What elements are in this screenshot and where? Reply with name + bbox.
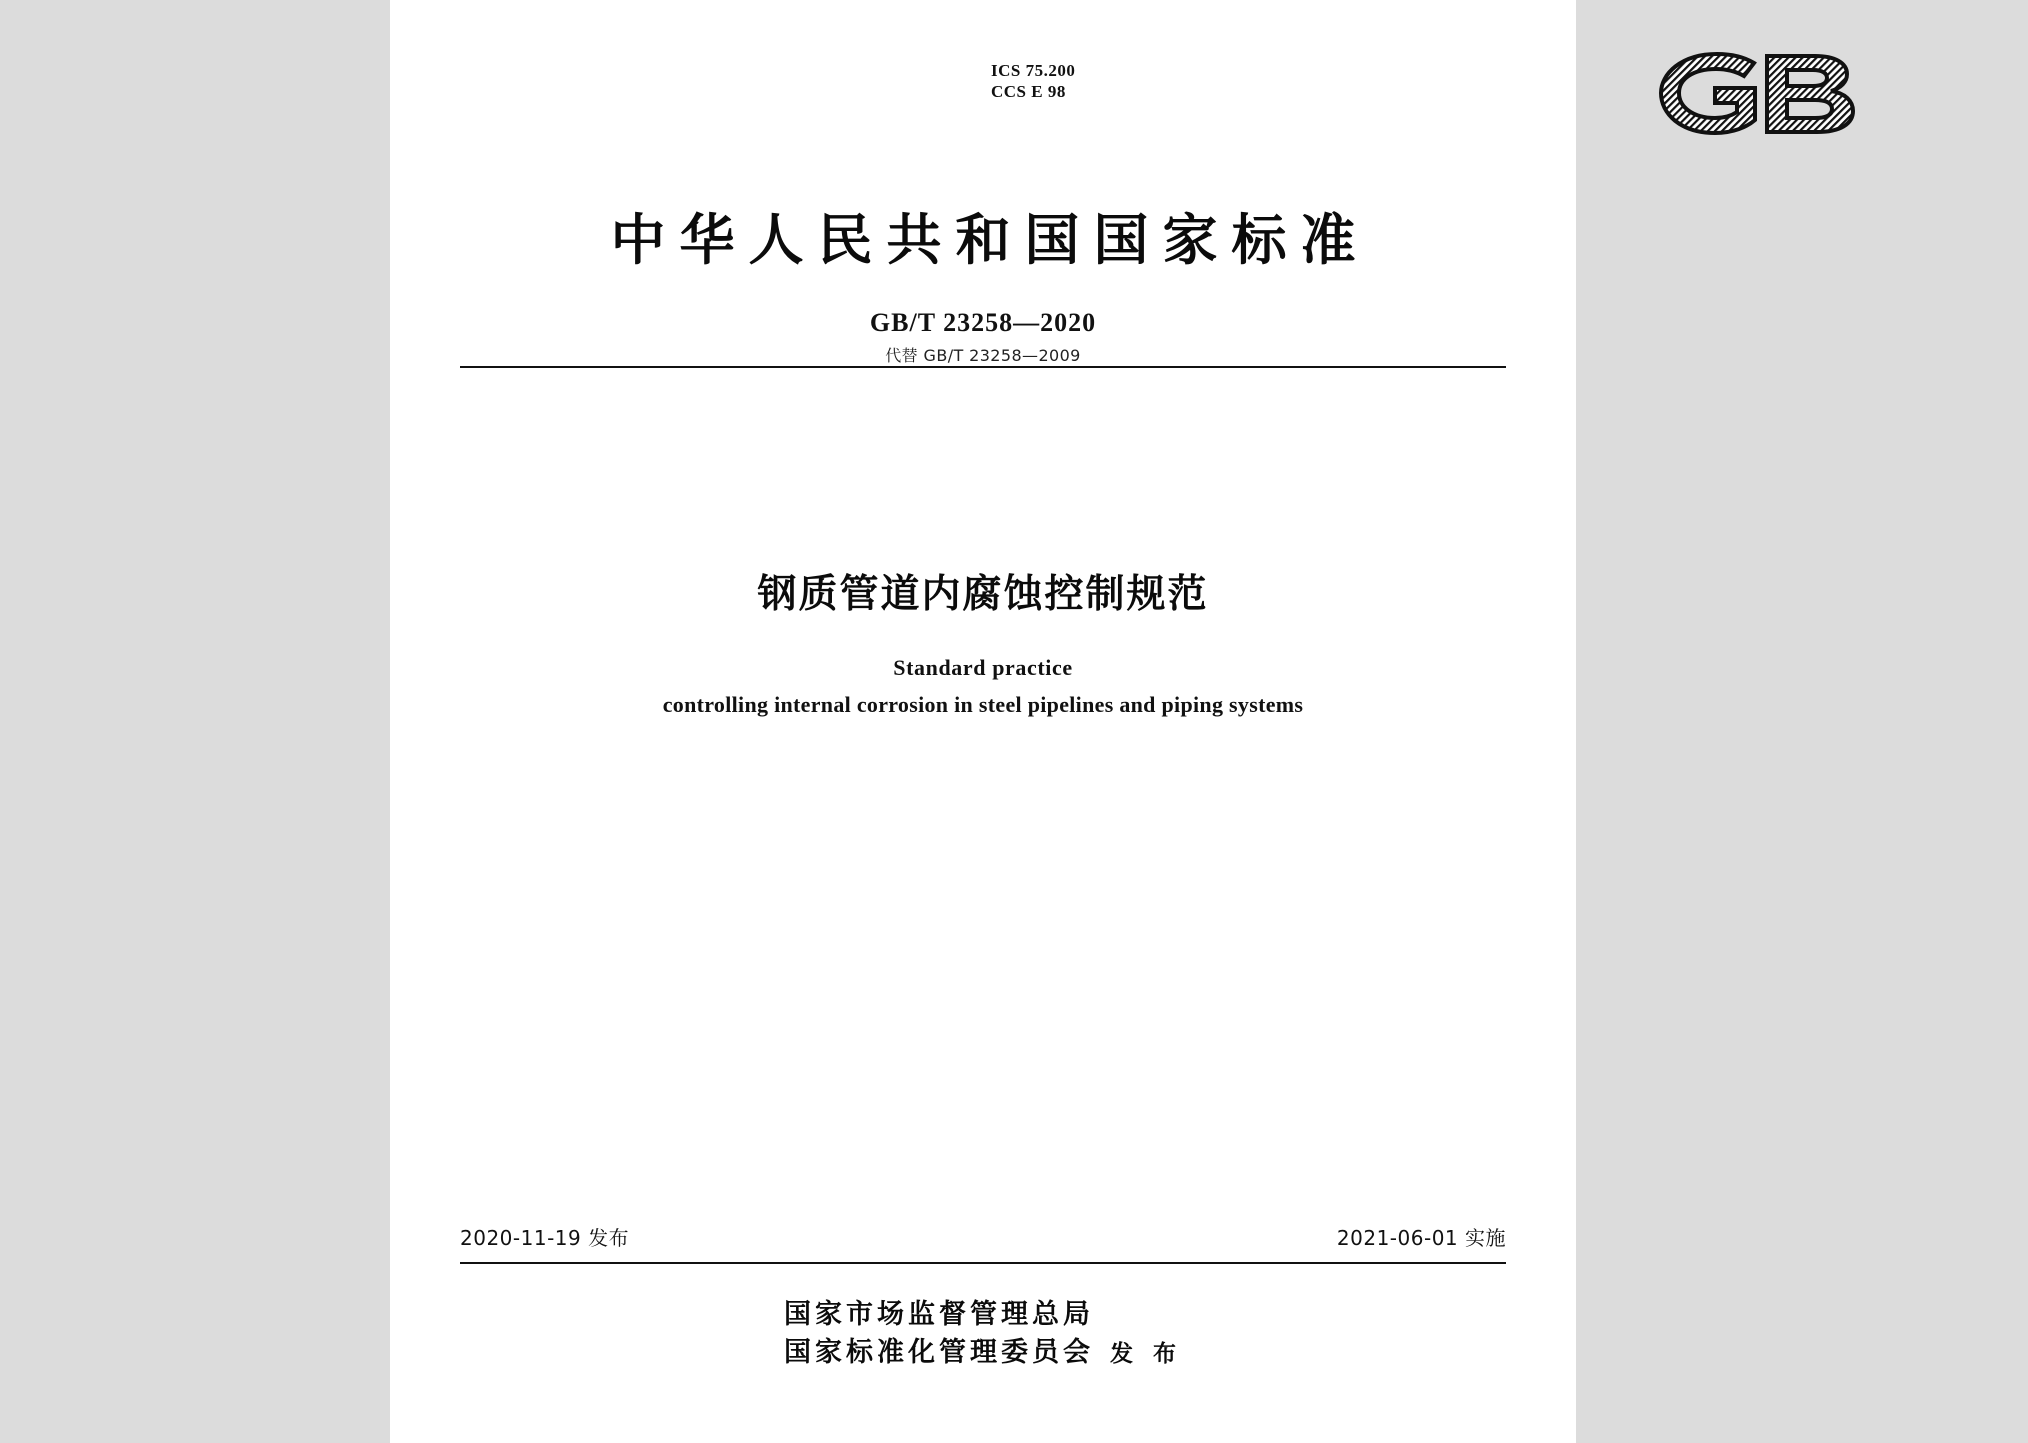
gb-logo-icon (1655, 48, 1870, 138)
publisher-line2: 国家标准化管理委员会 (783, 1337, 1094, 1368)
document-title-cn: 钢质管道内腐蚀控制规范 (757, 572, 1209, 617)
standard-number: GB/T 23258—2020 (869, 308, 1097, 337)
effective-date: 2021-06-01 实施 (1336, 1226, 1506, 1250)
publisher-block (390, 1296, 1576, 1372)
document-title-en-line1: Standard practice (893, 655, 1073, 680)
document-title-en-line2: controlling internal corrosion in steel pipelines and piping systems (662, 692, 1304, 717)
publisher-line1: 国家市场监督管理总局 (783, 1299, 1094, 1330)
ics-code: ICS 75.200 (991, 61, 1076, 80)
replaces-note: 代替 GB/T 23258—2009 (885, 346, 1081, 365)
standard-number-block (390, 308, 1576, 366)
page-title: 中华人民共和国国家标准 (610, 208, 1370, 272)
standard-cover-page (390, 0, 1576, 1443)
ccs-code: CCS E 98 (991, 82, 1066, 101)
issue-date: 2020-11-19 发布 (460, 1226, 630, 1250)
classification-codes (991, 60, 1075, 102)
date-row (460, 1222, 1506, 1252)
document-title-en (390, 655, 1576, 718)
publish-word: 发 布 (1109, 1341, 1182, 1367)
divider-bottom (460, 1262, 1506, 1264)
publisher-names (784, 1296, 1094, 1372)
divider-top (460, 366, 1506, 368)
